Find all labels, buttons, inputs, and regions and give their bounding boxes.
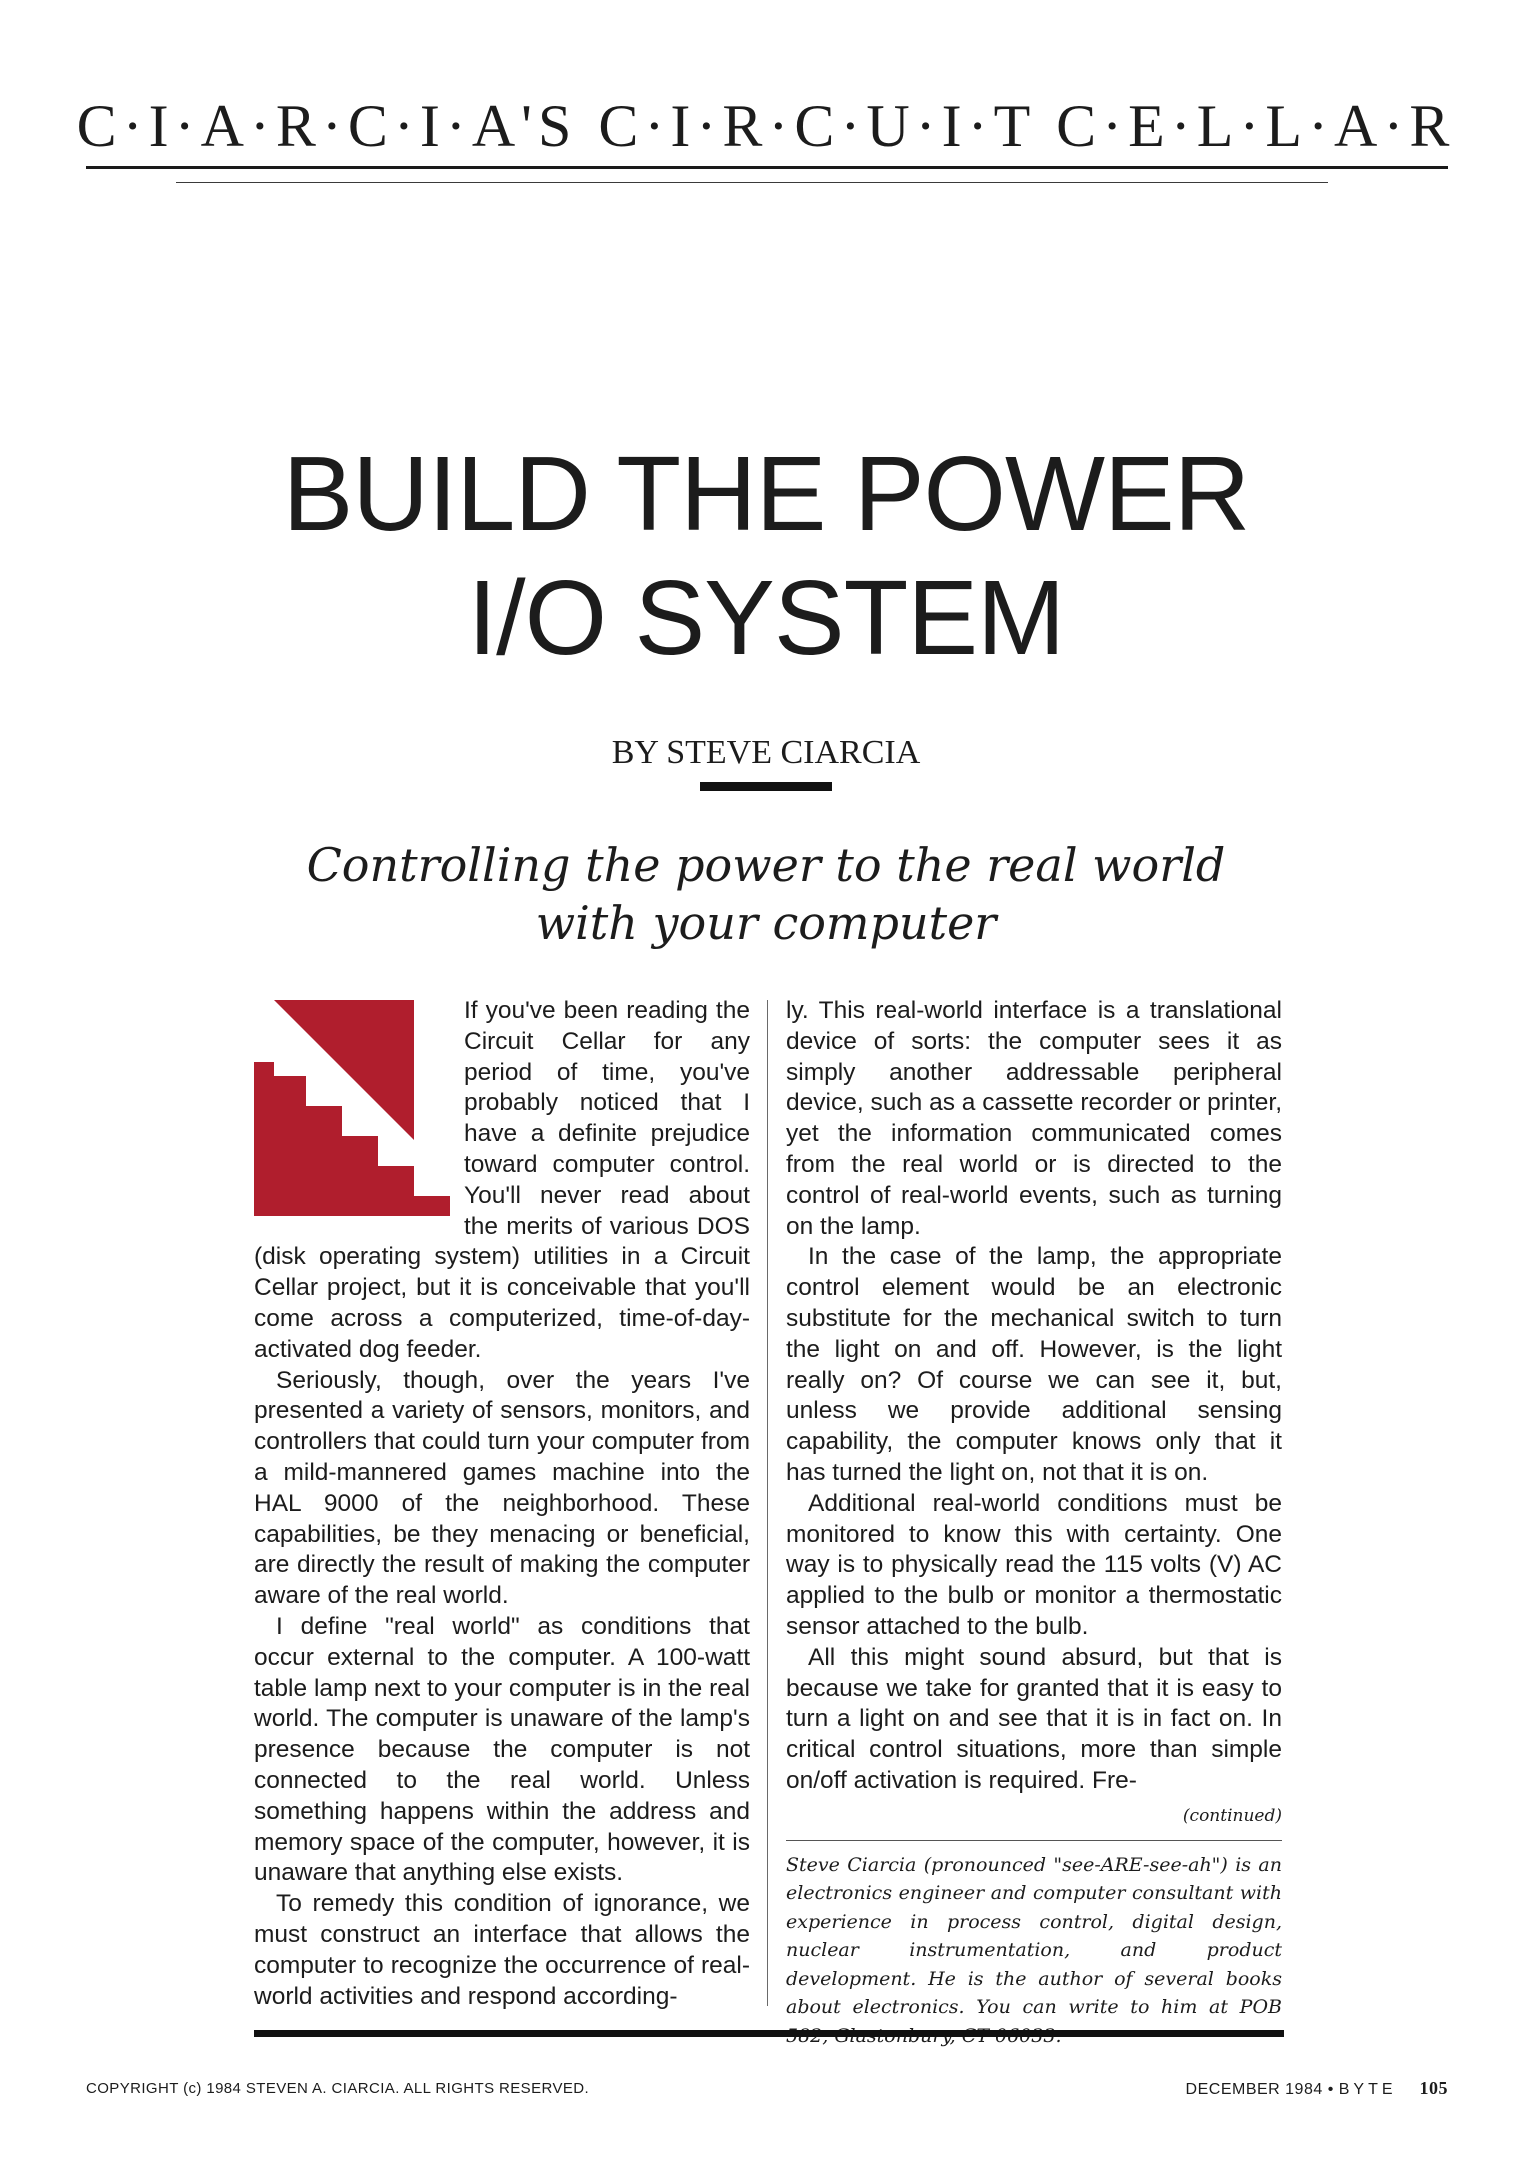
right-column — [786, 996, 1282, 2051]
paragraph: In the case of the lamp, the appropriate control element would be an electronic substitute for the mechanical switch to turn the light on and off. However, is the light really on? Of course we can see it, but, unless we provide additional sensing capability, the computer knows only that it has turned the light on, not that it is on. — [786, 1243, 1282, 1486]
paragraph: Additional real-world conditions must be monitored to know this with certainty. One way is to physically read the 115 volts (V) AC applied to the bulb or monitor a thermostatic sensor attached to the bulb. — [786, 1489, 1282, 1640]
paragraph: To remedy this condition of ignorance, we must construct an interface that allows the computer to recognize the occurrence of real-world activities and respond according- — [254, 1890, 750, 2010]
author-bio: Steve Ciarcia (pronounced "see-ARE-see-ah") is an electronics engineer and computer consultant with experience in process control, digital design, nuclear instrumentation, and product development. He is the author of several books about electronics. You can write to him at POB — [786, 1840, 1282, 2051]
paragraph: ly. This real-world interface is a translational device of sorts: the computer sees it as simply another addressable peripheral device, such as a cassette recorder or printer, yet the information communicated comes from the real world or is directed to the control of real-world events, such as turning on the lamp. — [786, 997, 1282, 1240]
header-rule-thin — [176, 182, 1328, 183]
issue-date: DECEMBER 1984 • — [1185, 2081, 1334, 2098]
title-line-1: BUILD THE POWER — [282, 435, 1250, 553]
magazine-name: BYTE — [1338, 2081, 1397, 2098]
subtitle-line-1: Controlling the power to the real world — [306, 838, 1226, 892]
header-rule-thick — [86, 166, 1448, 169]
subtitle-line-2: with your computer — [535, 896, 997, 950]
column-header: C·I·A·R·C·I·A'S C·I·R·C·U·I·T C·E·L·L·A·R — [76, 93, 1456, 159]
paragraph: I define "real world" as conditions that occur external to the computer. A 100-watt table lamp next to your computer is in the real world. The computer is unaware of the lamp's presence because the computer is not connected to the real world. Unless something happens within the address and memory space of the computer, however, it is unaware that anything else exists. — [254, 1612, 750, 1887]
paragraph: Seriously, though, over the years I've presented a variety of sensors, monitors, and controllers that could turn your computer from a mild-mannered games machine into the HAL 9000 of the neighborhood. These capabilities, be they menacing or beneficial, are directly the result of making the computer aware of the real world. — [254, 1366, 750, 1610]
article-title — [0, 432, 1532, 680]
copyright-notice: COPYRIGHT (c) 1984 STEVEN A. CIARCIA. ALL RIGHTS RESERVED. — [86, 2080, 590, 2097]
page-footer — [1186, 2078, 1448, 2099]
bottom-rule — [254, 2030, 1284, 2037]
article-subtitle — [0, 836, 1532, 952]
column-divider — [767, 1000, 768, 2006]
dropcap-icon — [254, 1000, 450, 1216]
title-line-2: I/O SYSTEM — [467, 559, 1065, 677]
paragraph: All this might sound absurd, but that is because we take for granted that it is easy to turn a light on and see that it is in fact on. In critical control situations, more than simple on/off activation is required. Fre- — [786, 1643, 1282, 1794]
byline-bar — [700, 782, 832, 791]
left-column — [254, 996, 750, 2012]
byline: BY STEVE CIARCIA — [611, 734, 921, 771]
page-number: 105 — [1419, 2078, 1448, 2098]
paragraph: If you've been reading the Circuit Cellar for any period of time, you've probably noticed that I have a definite prejudice toward computer control. You'll never read about the merits of various DOS (disk operating system) utilities in a Circuit Cellar project, but it is conceivable that you'll come across a computerized, time-of-day-activated dog feeder. — [254, 997, 750, 1363]
continued-label: (continued) — [1182, 1805, 1282, 1826]
